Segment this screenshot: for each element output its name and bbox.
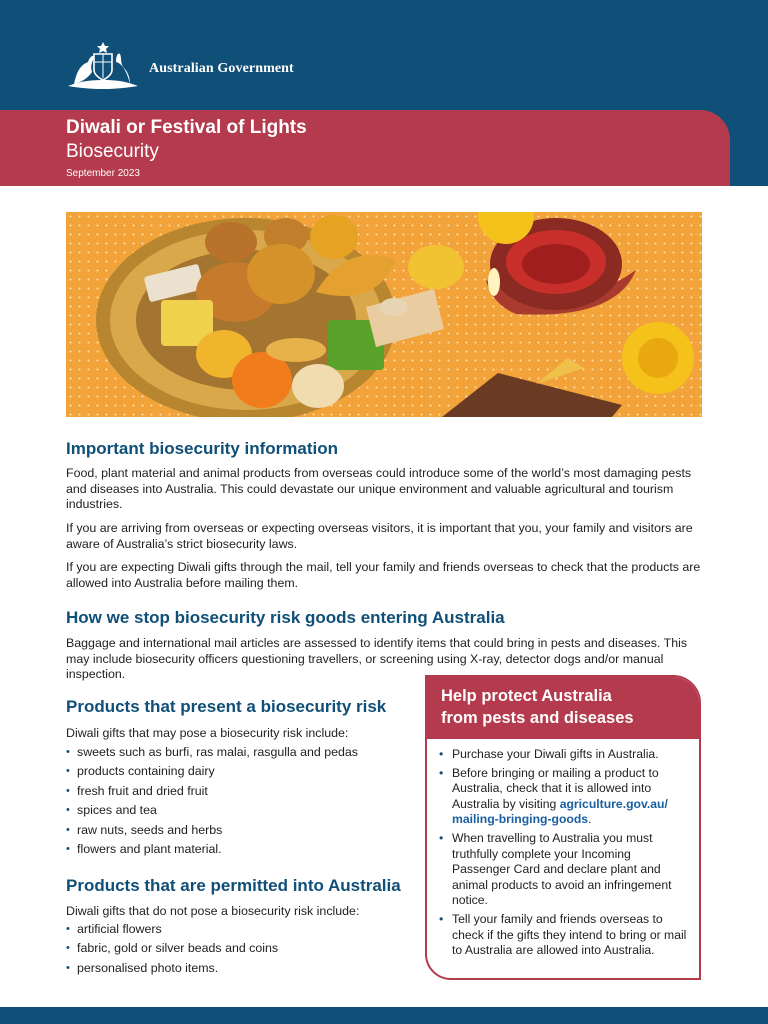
callout-item-text: . bbox=[588, 812, 592, 827]
list-item: • products containing dairy bbox=[66, 764, 358, 783]
list-item: • raw nuts, seeds and herbs bbox=[66, 823, 358, 842]
mailing-bringing-goods-link[interactable]: agriculture.gov.au/ mailing-bringing-goods bbox=[452, 796, 668, 827]
paragraph: If you are expecting Diwali gifts through the mail, tell your family and friends overseas to check that the products are allowed into Australia before mailing them. bbox=[66, 560, 701, 590]
callout-heading bbox=[427, 677, 699, 739]
risk-products-list bbox=[66, 745, 358, 861]
paragraph: If you are arriving from overseas or expecting overseas visitors, it is important that you, your family and visitors are aware of Australia’s strict biosecurity laws. bbox=[66, 521, 693, 551]
callout-item bbox=[439, 766, 689, 828]
list-item: • spices and tea bbox=[66, 803, 358, 822]
callout-heading-line1: Help protect Australia bbox=[441, 687, 612, 705]
help-protect-callout bbox=[425, 675, 701, 980]
list-item: • flowers and plant material. bbox=[66, 842, 358, 861]
list-item: • personalised photo items. bbox=[66, 961, 278, 980]
callout-item-text: Before bringing or mailing a product to Australia, check that it is allowed into Australia by visiting bbox=[452, 765, 659, 811]
government-name: Australian Government bbox=[149, 61, 294, 76]
section-heading-important: Important biosecurity information bbox=[66, 439, 339, 458]
callout-heading-line2: from pests and diseases bbox=[441, 709, 634, 727]
paragraph: Diwali gifts that may pose a biosecurity risk include: bbox=[66, 726, 349, 740]
list-item: • fresh fruit and dried fruit bbox=[66, 784, 358, 803]
coat-of-arms-icon bbox=[64, 40, 142, 90]
diwali-sweets-and-diya-photo bbox=[66, 212, 702, 417]
section-heading-risk-products: Products that present a biosecurity risk bbox=[66, 697, 387, 716]
paragraph: Baggage and international mail articles are assessed to identify items that could bring in pests and diseases. This may include biosecurity officers questioning travellers, or screening using X-ray, detector dogs and/or manual inspection. bbox=[66, 636, 688, 681]
callout-item: • When travelling to Australia you must truthfully complete your Incoming Passenger Card and declare plant and animal products to avoid an infringement notice. bbox=[439, 831, 689, 909]
page-subtitle: Biosecurity bbox=[66, 141, 159, 162]
callout-item: • Tell your family and friends overseas to check if the gifts they intend to bring or mail to Australia are allowed into Australia. bbox=[439, 912, 689, 959]
section-heading-how-we-stop: How we stop biosecurity risk goods entering Australia bbox=[66, 608, 505, 627]
list-item: • sweets such as burfi, ras malai, rasgulla and pedas bbox=[66, 745, 358, 764]
paragraph: Food, plant material and animal products from overseas could introduce some of the world’s most damaging pests and diseases into Australia. This could devastate our unique environment and valuable agricultural and tourism industries. bbox=[66, 466, 692, 511]
section-heading-permitted-products: Products that are permitted into Australia bbox=[66, 876, 401, 895]
permitted-products-list bbox=[66, 922, 278, 980]
paragraph: Diwali gifts that do not pose a biosecurity risk include: bbox=[66, 904, 360, 918]
footer-bar bbox=[0, 1007, 768, 1024]
list-item: • artificial flowers bbox=[66, 922, 278, 941]
publication-date: September 2023 bbox=[66, 168, 140, 179]
list-item: • fabric, gold or silver beads and coins bbox=[66, 941, 278, 960]
callout-item: • Purchase your Diwali gifts in Australia. bbox=[439, 747, 689, 763]
page-title: Diwali or Festival of Lights bbox=[66, 117, 307, 138]
callout-list bbox=[427, 739, 699, 959]
